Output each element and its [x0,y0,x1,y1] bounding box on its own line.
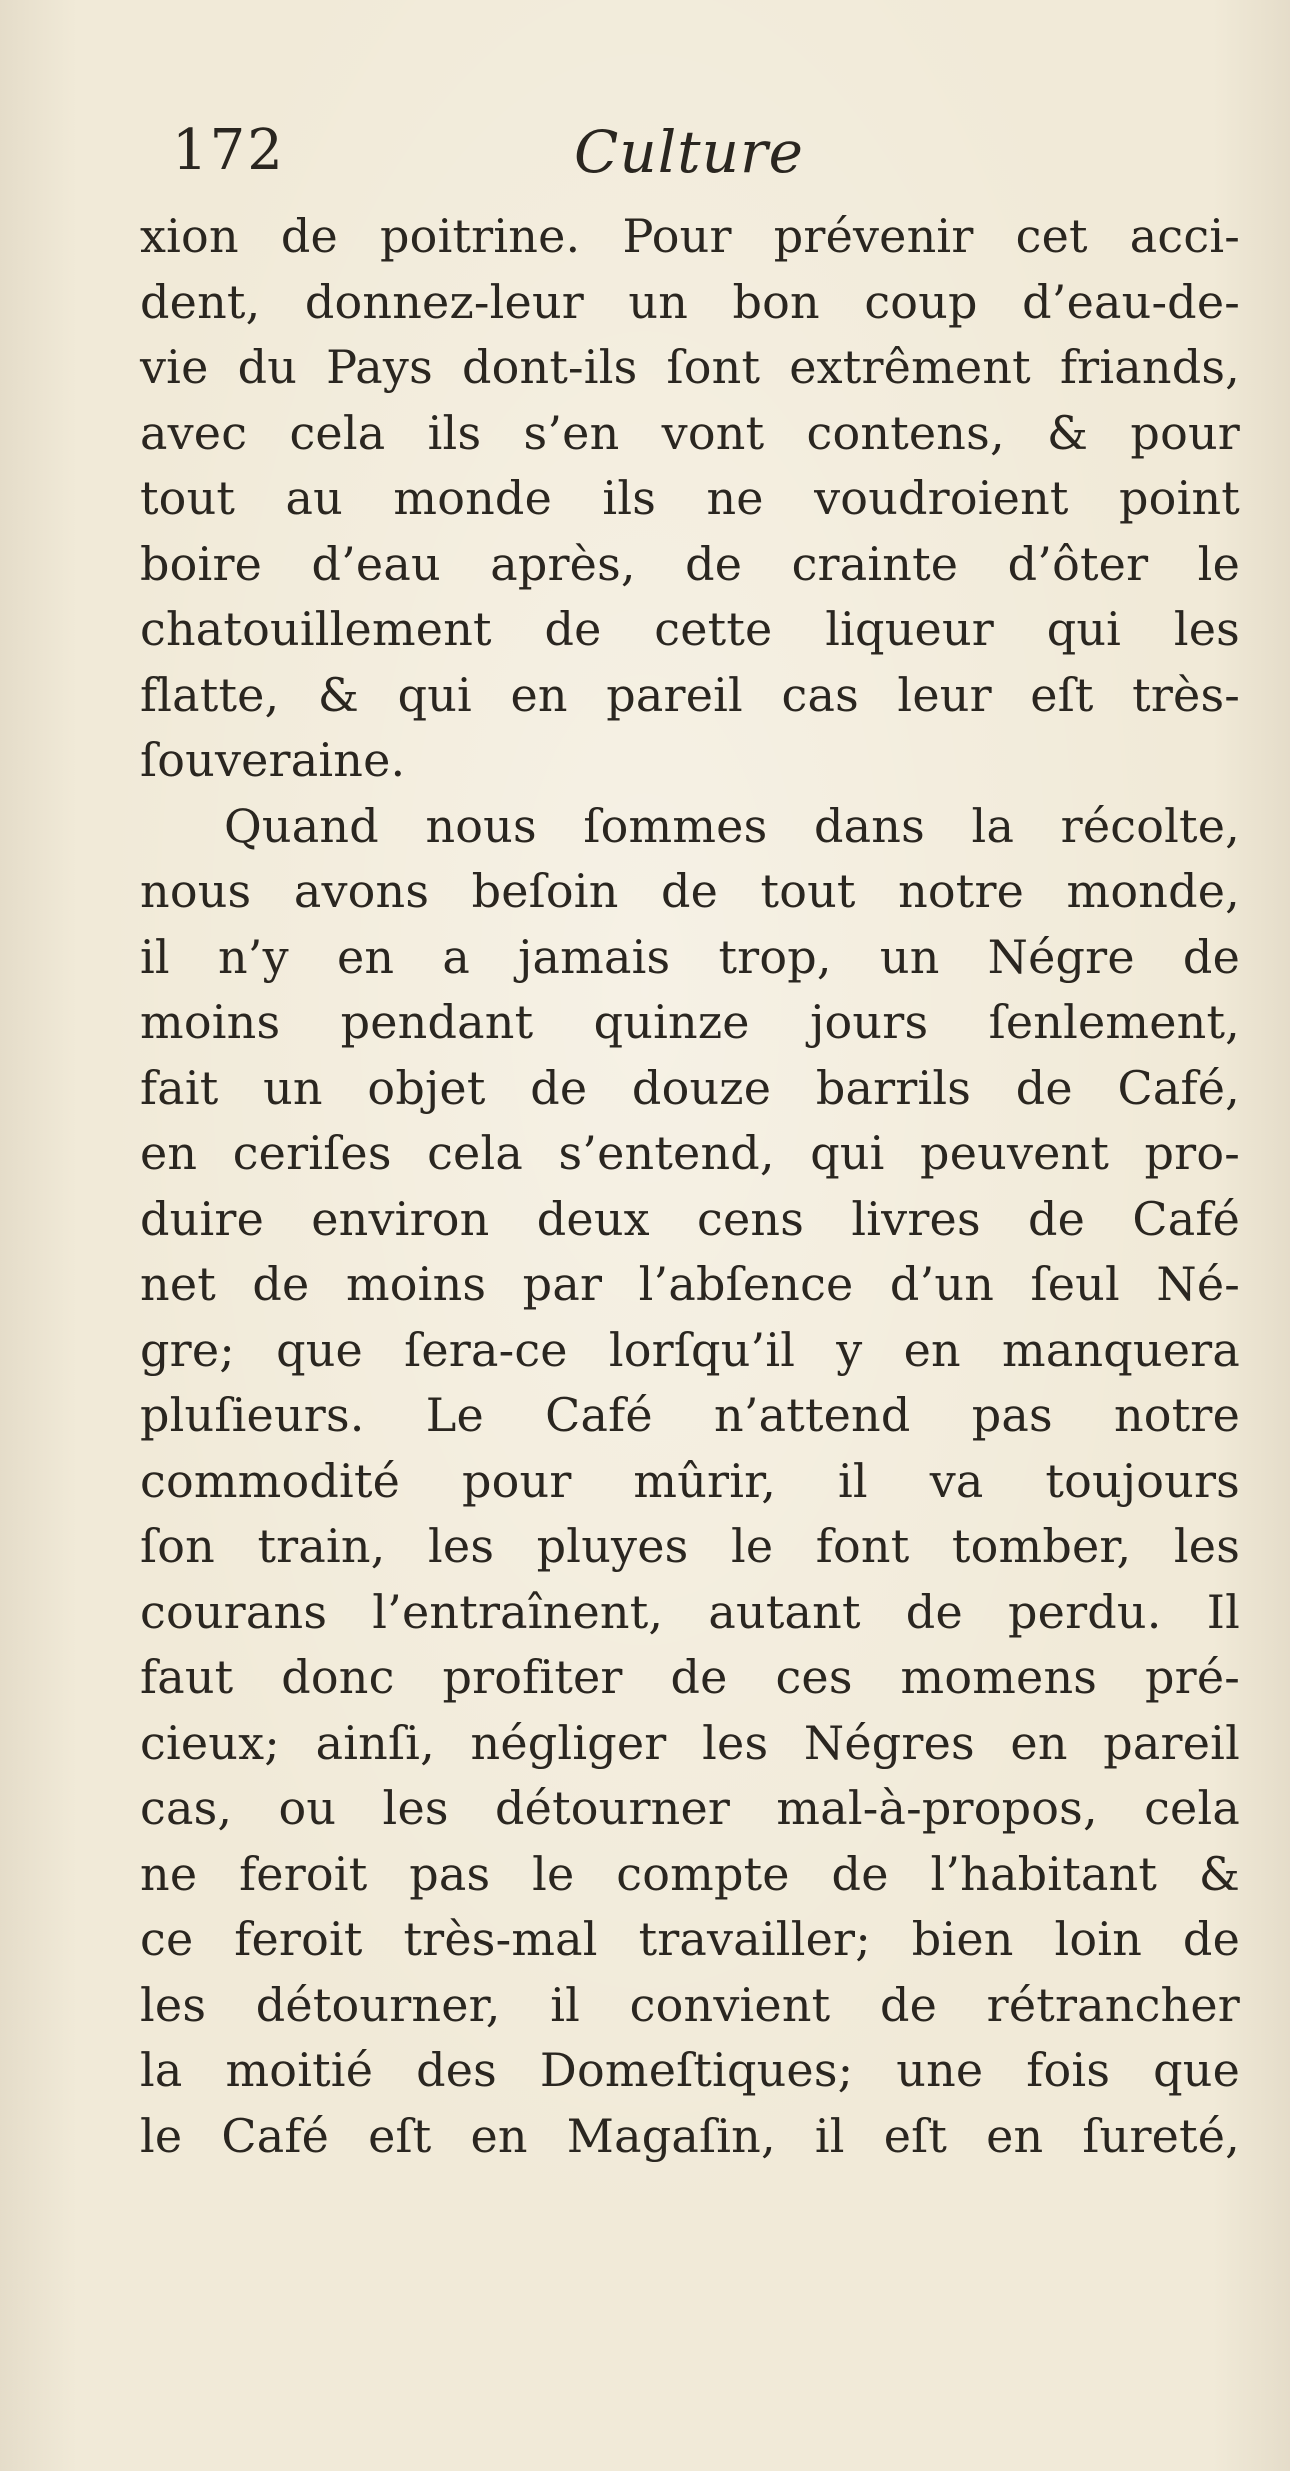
text-line: pluſieurs. Le Café n’attend pas notre [140,1388,1240,1442]
text-line: en ceriſes cela s’entend, qui peuvent pro- [140,1126,1240,1180]
text-line: la moitié des Domeſtiques; une fois que [140,2043,1240,2097]
running-head [0,118,1290,198]
text-line: gre; que ſera-ce lorſqu’il y en manquera [140,1322,1240,1377]
text-line: fait un objet de douze barrils de Café, [140,1060,1240,1115]
text-line: courans l’entraînent, autant de perdu. Il [140,1584,1240,1639]
text-line: chatouillement de cette liqueur qui les [140,602,1240,656]
running-title: Culture [574,118,804,186]
text-line: nous avons beſoin de tout notre monde, [140,864,1240,918]
paragraph-first-line: Quand nous ſommes dans la récolte, [224,798,1240,853]
text-line: il n’y en a jamais trop, un Négre de [140,929,1240,984]
text-line: flatte, & qui en pareil cas leur eſt très- [140,667,1240,722]
text-line: ſouveraine. [140,733,406,787]
text-line: cieux; ainſi, négliger les Négres en pareil [140,1715,1240,1770]
text-line: le Café eſt en Magaſin, il eſt en ſureté, [140,2108,1240,2163]
text-line: moins pendant quinze jours ſenlement, [140,995,1240,1049]
text-line: les détourner, il convient de rétrancher [140,1977,1240,2032]
text-line: dent, donnez-leur un bon coup d’eau-de- [140,274,1240,329]
text-line: vie du Pays dont-ils ſont extrêment friands, [140,340,1240,394]
text-line: cas, ou les détourner mal-à-propos, cela [140,1781,1240,1835]
text-line: commodité pour mûrir, il va toujours [140,1453,1240,1508]
text-line: ſon train, les pluyes le font tomber, les [140,1519,1240,1573]
text-line: faut donc profiter de ces momens pré- [140,1650,1240,1704]
text-line: avec cela ils s’en vont contens, & pour [140,405,1240,460]
text-line: tout au monde ils ne voudroient point [140,471,1240,525]
text-line: net de moins par l’abſence d’un ſeul Né- [140,1257,1240,1311]
text-line: ce feroit très-mal travailler; bien loin de [140,1912,1240,1966]
body-text [140,204,1240,2169]
text-line: duire environ deux cens livres de Café [140,1191,1240,1246]
text-line: ne feroit pas le compte de l’habitant & [140,1846,1240,1901]
page-number: 172 [172,118,285,183]
text-line: xion de poitrine. Pour prévenir cet acci- [140,209,1240,263]
text-line: boire d’eau après, de crainte d’ôter le [140,536,1240,591]
